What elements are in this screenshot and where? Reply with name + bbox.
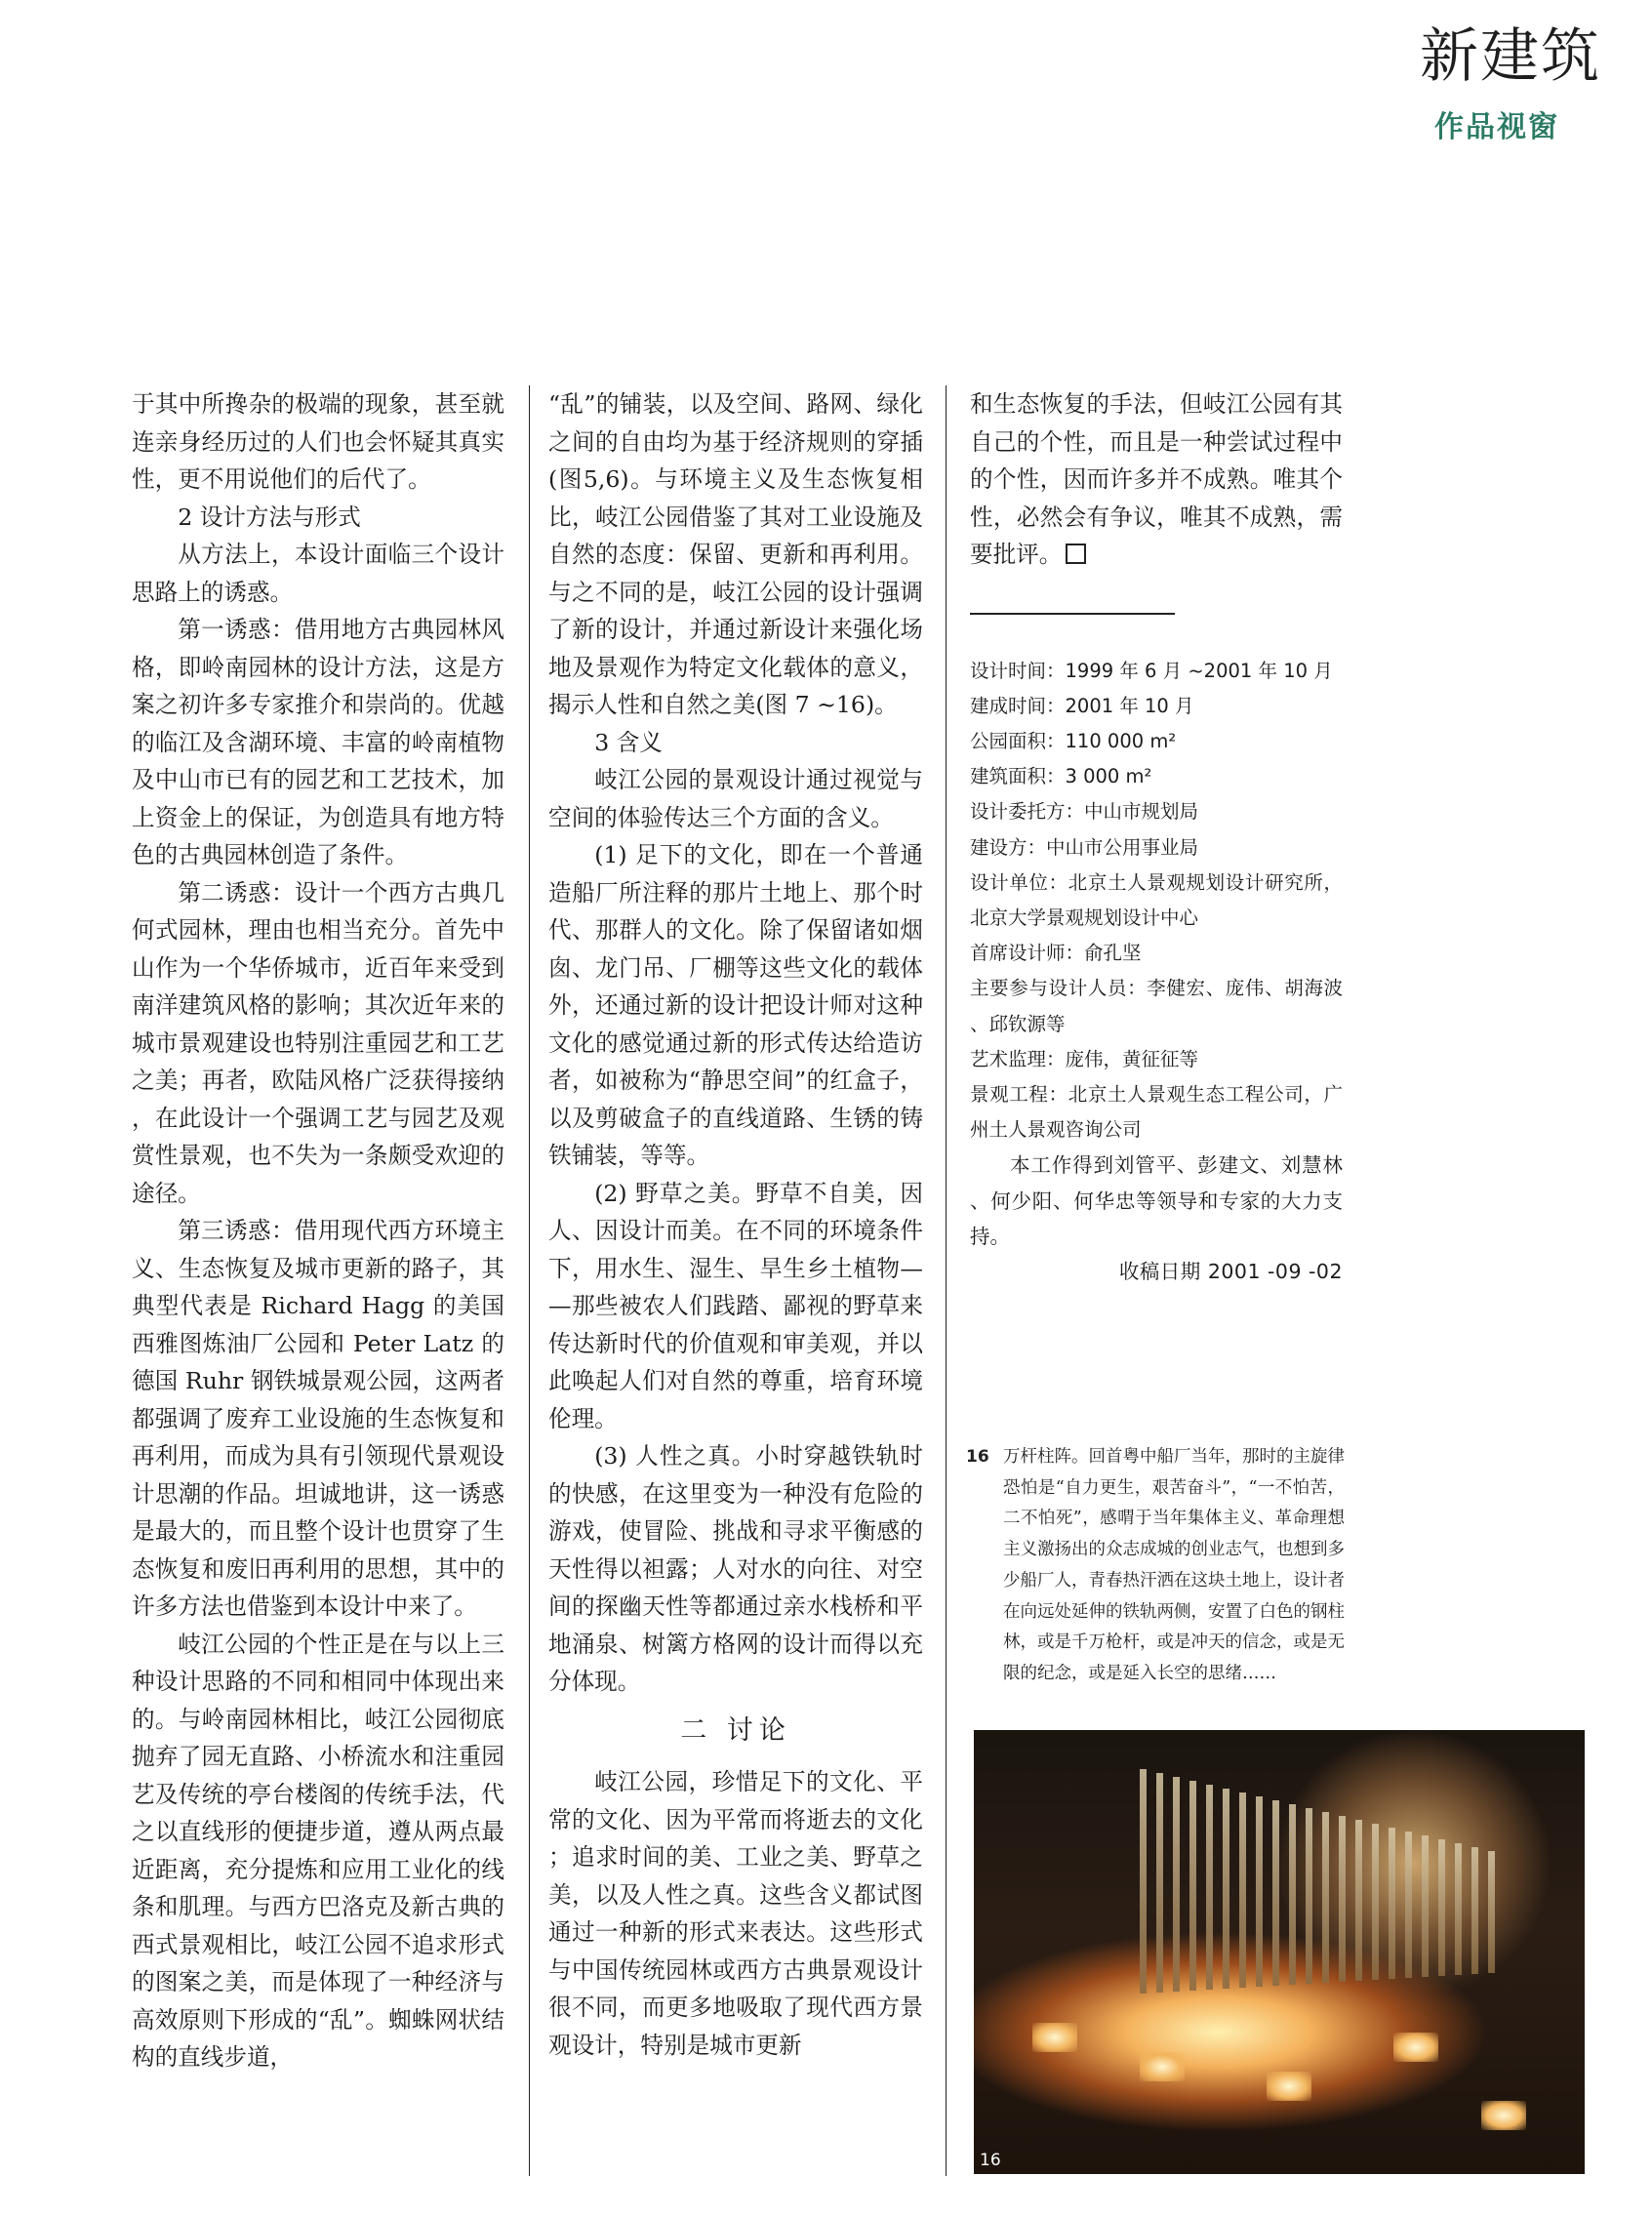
photo-pole: [1173, 1777, 1180, 1992]
steel-pole-array-photo: [974, 1730, 1585, 2174]
project-credits: [970, 654, 1343, 1290]
credit-line: 设计委托方：中山市规划局: [970, 800, 1199, 824]
discussion-heading: 二 讨论: [680, 1714, 791, 1746]
acknowledgement: 本工作得到刘管平、彭建文、刘慧林、何少阳、何华忠等领导和专家的大力支持。: [970, 1153, 1343, 1248]
end-mark-icon: [1066, 544, 1086, 564]
photo-pole: [1471, 1847, 1478, 1974]
photo-pole: [1372, 1824, 1379, 1980]
photo-pole: [1488, 1851, 1495, 1973]
photo-label: 16: [980, 2151, 1001, 2170]
photo-pole: [1306, 1808, 1312, 1984]
credit-line: 建设方：中山市公用事业局: [970, 835, 1199, 859]
journal-title: 新建筑: [1420, 22, 1601, 91]
photo-pole: [1455, 1843, 1462, 1975]
paragraph: “乱”的铺装，以及空间、路网、绿化之间的自由均为基于经济规则的穿插(图5,6)。与环境主义及生态恢复相比，岐江公园借鉴了其对工业设施及自然的态度：保留、更新和再利用。与之不同的是，岐江公园的设计强调了新的设计，并通过新设计来强化场地及景观作为特定文化载体的意义，揭示人性和自然之美(图 7 ~16)。: [548, 390, 923, 718]
photo-pole: [1405, 1832, 1412, 1978]
paragraph: 第三诱惑：借用现代西方环境主义、生态恢复及城市更新的路子，其典型代表是 Richard Hagg 的美国西雅图炼油厂公园和 Peter Latz 的德国 Ruhr 钢铁城景观公园，这两者都强调了废弃工业设施的生态恢复和再利用，而成为具有引领现代景观设计思潮的作品。坦诚地讲，这一诱惑是最大的，而且整个设计也贯穿了生态恢复和废旧再利用的思想，其中的许多方法也借鉴到本设计中来了。: [132, 1217, 504, 1620]
photo-pole: [1156, 1773, 1163, 1993]
credit-line: 艺术监理：庞伟，黄征征等: [970, 1047, 1199, 1070]
paragraph: 岐江公园，珍惜足下的文化、平常的文化、因为平常而将逝去的文化；追求时间的美、工业之美、野草之美，以及人性之真。这些含义都试图通过一种新的形式来表达。这些形式与中国传统园林或西方古典景观设计很不同，而更多地吸取了现代西方景观设计，特别是城市更新: [548, 1768, 923, 2059]
photo-lamp: [1267, 2072, 1311, 2101]
credit-line: 主要参与设计人员：李健宏、庞伟、胡海波、邱钦源等: [970, 977, 1343, 1035]
paragraph: 岐江公园的个性正是在与以上三种设计思路的不同和相同中体现出来的。与岭南园林相比，岐江公园彻底抛弃了园无直路、小桥流水和注重园艺及传统的亭台楼阁的传统手法，代之以直线形的便捷步道，遵从两点最近距离，充分提炼和应用工业化的线条和肌理。与西方巴洛克及新古典的西式景观相比，岐江公园不追求形式的图案之美，而是体现了一种经济与高效原则下形成的“乱”。蜘蛛网状结构的直线步道，: [132, 1630, 504, 2071]
credit-line: 设计时间：1999 年 6 月 ~2001 年 10 月: [970, 659, 1333, 682]
figure-caption-text: 万杆柱阵。回首粤中船厂当年，那时的主旋律恐怕是“自力更生，艰苦奋斗”，“一不怕苦，二不怕死”，感喟于当年集体主义、革命理想主义激扬出的众志成城的创业志气，也想到多少船厂人，青春热汗洒在这块土地上，设计者在向远处延伸的铁轨两侧，安置了白色的钢柱林，或是千万枪杆，或是冲天的信念，或是无限的纪念，或是延入长空的思绪……: [1003, 1447, 1345, 1683]
photo-pole: [1322, 1812, 1329, 1983]
received-date: 收稿日期 2001 -09 -02: [1118, 1259, 1343, 1283]
credit-list: [970, 654, 1343, 1148]
paragraph: 第一诱惑：借用地方古典园林风格，即岭南园林的设计方法，这是方案之初许多专家推介和崇尚的。优越的临江及含湖环境、丰富的岭南植物及中山市已有的园艺和工艺技术，加上资金上的保证，为创造具有地方特色的古典园林创造了条件。: [132, 616, 504, 868]
paragraph: 从方法上，本设计面临三个设计思路上的诱惑。: [132, 541, 504, 606]
photo-pole: [1256, 1796, 1263, 1987]
paragraph: (3) 人性之真。小时穿越铁轨时的快感，在这里变为一种没有危险的游戏，使冒险、挑战和寻求平衡感的天性得以袒露；人对水的向往、对空间的探幽天性等都通过亲水栈桥和平地涌泉、树篱方格网的设计而得以充分体现。: [548, 1442, 923, 1695]
photo-pole: [1140, 1769, 1147, 1994]
paragraph: 2 设计方法与形式: [178, 503, 361, 531]
paragraph: 3 含义: [594, 728, 663, 756]
photo-pole: [1422, 1835, 1429, 1977]
short-rule: [970, 613, 1175, 615]
section-title: 作品视窗: [1434, 110, 1559, 144]
closing-text: 和生态恢复的手法，但岐江公园有其自己的个性，而且是一种尝试过程中的个性，因而许多并不成熟。唯其个性，必然会有争议，唯其不成熟，需要批评。: [970, 390, 1343, 568]
photo-pole: [1223, 1789, 1229, 1989]
photo-pole: [1339, 1816, 1346, 1982]
credit-line: 首席设计师：俞孔坚: [970, 942, 1142, 965]
credit-line: 公园面积：110 000 m²: [970, 729, 1177, 752]
credit-line: 建筑面积：3 000 m²: [970, 765, 1152, 788]
photo-lamp: [1393, 2033, 1438, 2062]
paragraph: (2) 野草之美。野草不自美，因人、因设计而美。在不同的环境条件下，用水生、湿生、旱生乡土植物——那些被农人们践踏、鄙视的野草来传达新时代的价值观和审美观，并以此唤起人们对自然的尊重，培育环境伦理。: [548, 1179, 923, 1432]
photo-pole: [1206, 1785, 1213, 1990]
photo-pole: [1355, 1820, 1362, 1981]
text-column-3: [970, 385, 1343, 1289]
column-2-bottom-text: [548, 1763, 923, 2064]
photo-lamp: [1032, 2023, 1077, 2052]
paragraph: 于其中所搀杂的极端的现象，甚至就连亲身经历过的人们也会怀疑其真实性，更不用说他们的后代了。: [132, 390, 504, 493]
closing-paragraph: [970, 385, 1343, 574]
column-2-top-text: [548, 385, 923, 1701]
photo-pole: [1189, 1781, 1196, 1991]
paragraph: (1) 足下的文化，即在一个普通造船厂所注释的那片土地上、那个时代、那群人的文化。除了保留诸如烟囱、龙门吊、厂棚等这些文化的载体外，还通过新的设计把设计师对这种文化的感觉通过新的形式传达给造访者，如被称为“静思空间”的红盒子，以及剪破盒子的直线道路、生锈的铸铁铺装，等等。: [548, 841, 923, 1169]
photo-pole: [1438, 1839, 1445, 1976]
paragraph: 岐江公园的景观设计通过视觉与空间的体验传达三个方面的含义。: [548, 766, 923, 831]
photo-pole: [1289, 1804, 1296, 1985]
photo-pole: [1389, 1828, 1395, 1979]
figure-number: 16: [966, 1447, 989, 1467]
credit-line: 设计单位：北京土人景观规划设计研究所，北京大学景观规划设计中心: [970, 870, 1343, 929]
text-column-2: [548, 385, 923, 2064]
paragraph: 第二诱惑：设计一个西方古典几何式园林，理由也相当充分。首先中山作为一个华侨城市，近百年来受到南洋建筑风格的影响；其次近年来的城市景观建设也特别注重园艺和工艺之美；再者，欧陆风格广泛获得接纳，在此设计一个强调工艺与园艺及观赏性景观，也不失为一条颇受欢迎的途径。: [132, 878, 504, 1207]
column-divider-1: [529, 385, 530, 2176]
photo-pole: [1272, 1800, 1279, 1986]
figure-caption: [966, 1442, 1345, 1690]
text-column-1: [132, 385, 504, 2076]
photo-lamp: [1140, 2052, 1185, 2081]
photo-lamp: [1481, 2101, 1526, 2130]
credit-line: 景观工程：北京土人景观生态工程公司，广州土人景观咨询公司: [970, 1082, 1343, 1142]
credit-line: 建成时间：2001 年 10 月: [970, 694, 1194, 717]
photo-pole: [1239, 1793, 1246, 1988]
column-divider-2: [946, 385, 947, 2176]
